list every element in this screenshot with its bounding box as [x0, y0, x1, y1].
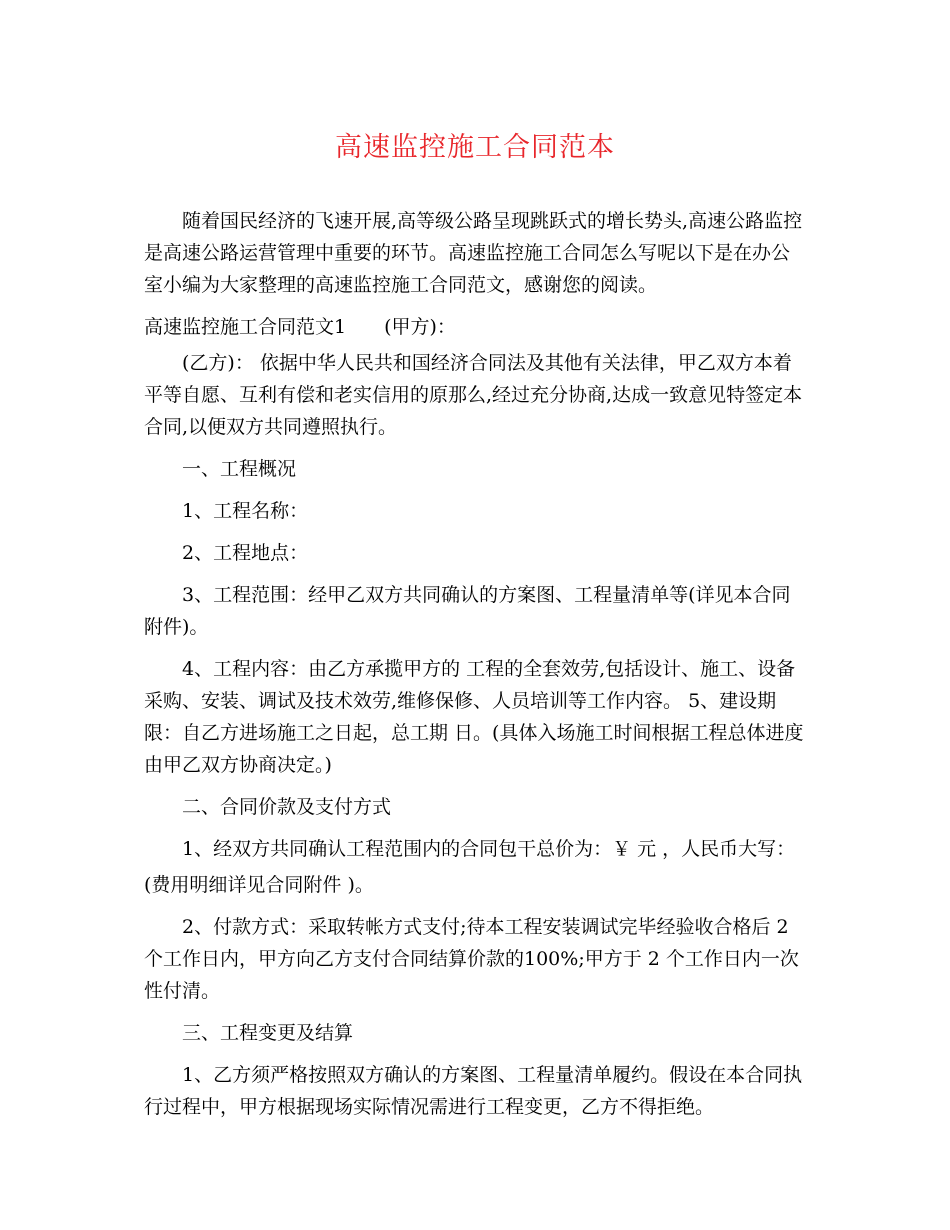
clause-project-scope: 3、工程范围：经甲乙双方共同确认的方案图、工程量清单等(详见本合同附件)。 — [144, 584, 791, 638]
clause-project-content: 4、工程内容：由乙方承揽甲方的 工程的全套效劳,包括设计、施工、设备采购、安装、调试及技术效劳,维修保修、人员培训等工作内容。 5、建设期限：自乙方进场施工之日起，总工期 日。(具体入场施工时间根据工程总体进度由甲乙双方协商决定。) — [144, 658, 804, 776]
paragraph-intro: 随着国民经济的飞速开展,高等级公路呈现跳跃式的增长势头,高速公路监控是高速公路运营管理中重要的环节。高速监控施工合同怎么写呢以下是在办公室小编为大家整理的高速监控施工合同范文，感谢您的阅读。 — [144, 210, 803, 296]
document-title: 高速监控施工合同范本 — [335, 132, 615, 163]
section-heading-payment: 二、合同价款及支付方式 — [182, 796, 392, 818]
clause-project-name: 1、工程名称： — [182, 500, 309, 522]
section-heading-overview: 一、工程概况 — [182, 458, 297, 480]
clause-fee-detail: (费用明细详见合同附件 )。 — [144, 874, 374, 896]
clause-payment-method: 2、付款方式：采取转帐方式支付;待本工程安装调试完毕经验收合格后 2 个工作日内，甲方向乙方支付合同结算价款的100%;甲方于 2 个工作日内一次性付清。 — [144, 916, 799, 1002]
clause-change-1: 1、乙方须严格按照双方确认的方案图、工程量清单履约。假设在本合同执行过程中，甲方根据现场实际情况需进行工程变更，乙方不得拒绝。 — [144, 1064, 803, 1118]
paragraph-contract-heading: 高速监控施工合同范文1 (甲方)： — [144, 316, 456, 338]
section-heading-change: 三、工程变更及结算 — [182, 1022, 354, 1044]
clause-contract-price: 1、经双方共同确认工程范围内的合同包干总价为：￥ 元 ，人民币大写： — [182, 838, 796, 860]
paragraph-party-b: (乙方)： 依据中华人民共和国经济合同法及其他有关法律，甲乙双方本着平等自愿、互利有偿和老实信用的原那么,经过充分协商,达成一致意见特签定本合同,以便双方共同遵照执行。 — [144, 352, 803, 438]
document-body — [144, 205, 808, 1133]
clause-project-location: 2、工程地点： — [182, 542, 309, 564]
